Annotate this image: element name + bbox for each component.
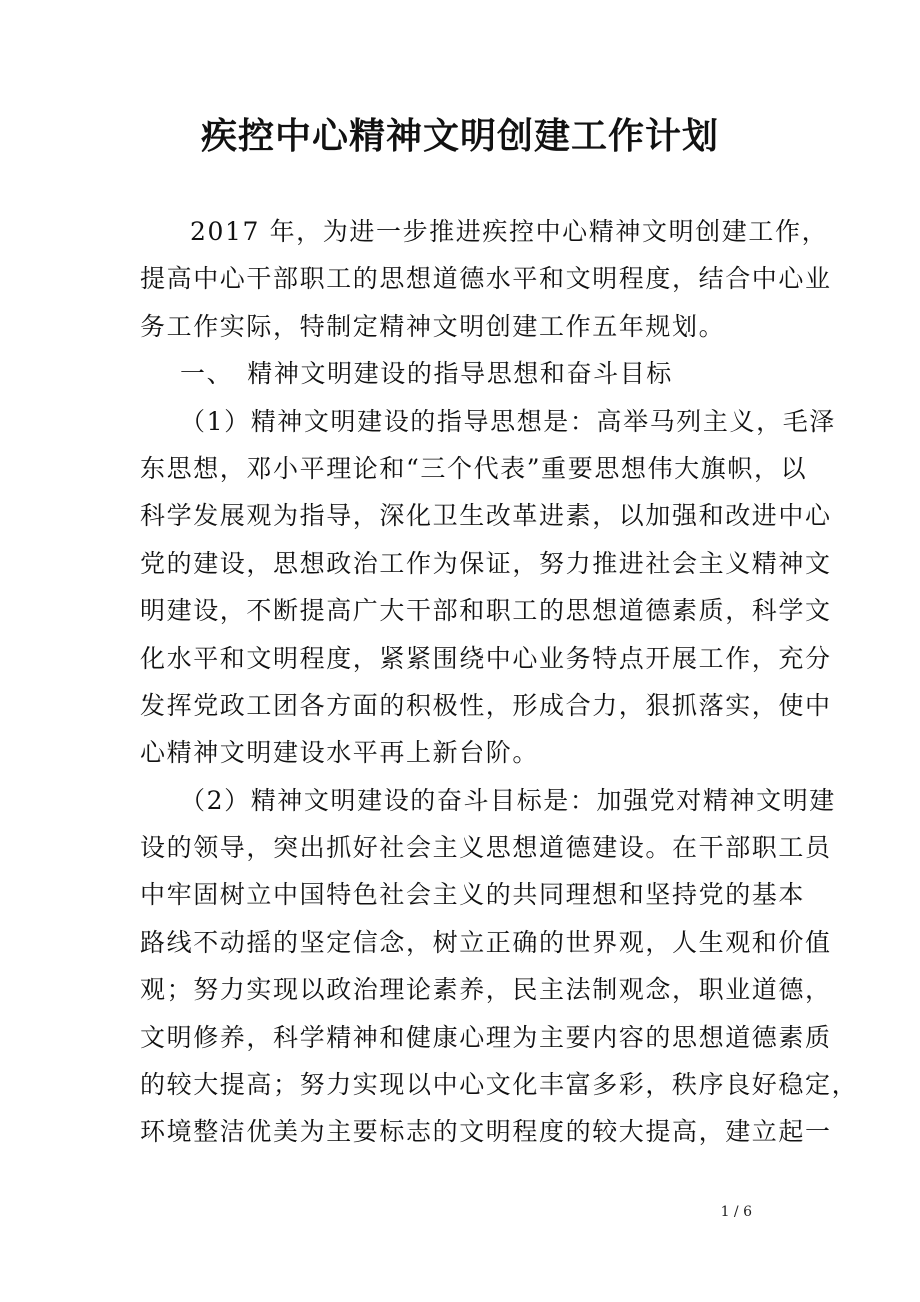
text-line: 提高中心干部职工的思想道德水平和文明程度，结合中心业 [140, 264, 832, 294]
document-body [140, 208, 859, 1156]
text-line: 观；努力实现以政治理论素养，民主法制观念，职业道德， [140, 975, 832, 1005]
text-line: 环境整洁优美为主要标志的文明程度的较大提高，建立起一 [140, 1117, 832, 1147]
text-line: 化水平和文明程度，紧紧围绕中心业务特点开展工作，充分 [140, 643, 832, 673]
text-line: 文明修养，科学精神和健康心理为主要内容的思想道德素质 [140, 1022, 832, 1052]
text-line: 发挥党政工团各方面的积极性，形成合力，狠抓落实，使中 [140, 690, 832, 720]
text-line: 明建设，不断提高广大干部和职工的思想道德素质，科学文 [140, 596, 832, 626]
text-line: 设的领导，突出抓好社会主义思想道德建设。在干部职工员 [140, 833, 832, 863]
text-line: （2）精神文明建设的奋斗目标是：加强党对精神文明建 [180, 785, 836, 815]
text-line: 的较大提高；努力实现以中心文化丰富多彩，秩序良好稳定， [140, 1070, 859, 1100]
text-line: 中牢固树立中国特色社会主义的共同理想和坚持党的基本 [140, 880, 806, 910]
text-line: 党的建设，思想政治工作为保证，努力推进社会主义精神文 [140, 548, 832, 578]
text-line: （1）精神文明建设的指导思想是：高举马列主义，毛泽 [180, 406, 836, 436]
text-line: 务工作实际，特制定精神文明创建工作五年规划。 [140, 311, 726, 341]
section-heading: 一、 精神文明建设的指导思想和奋斗目标 [180, 359, 673, 389]
page-number: 1 / 6 [720, 1204, 752, 1220]
text-line: 心精神文明建设水平再上新台阶。 [140, 738, 540, 768]
text-line: 东思想，邓小平理论和“三个代表”重要思想伟大旗帜，以 [140, 453, 808, 483]
text-line: 路线不动摇的坚定信念，树立正确的世界观，人生观和价值 [140, 927, 832, 957]
text-line: 2017 年，为进一步推进疾控中心精神文明创建工作， [190, 217, 829, 246]
text-line: 科学发展观为指导，深化卫生改革进素，以加强和改进中心 [140, 501, 832, 531]
document-title: 疾控中心精神文明创建工作计划 [200, 115, 719, 157]
